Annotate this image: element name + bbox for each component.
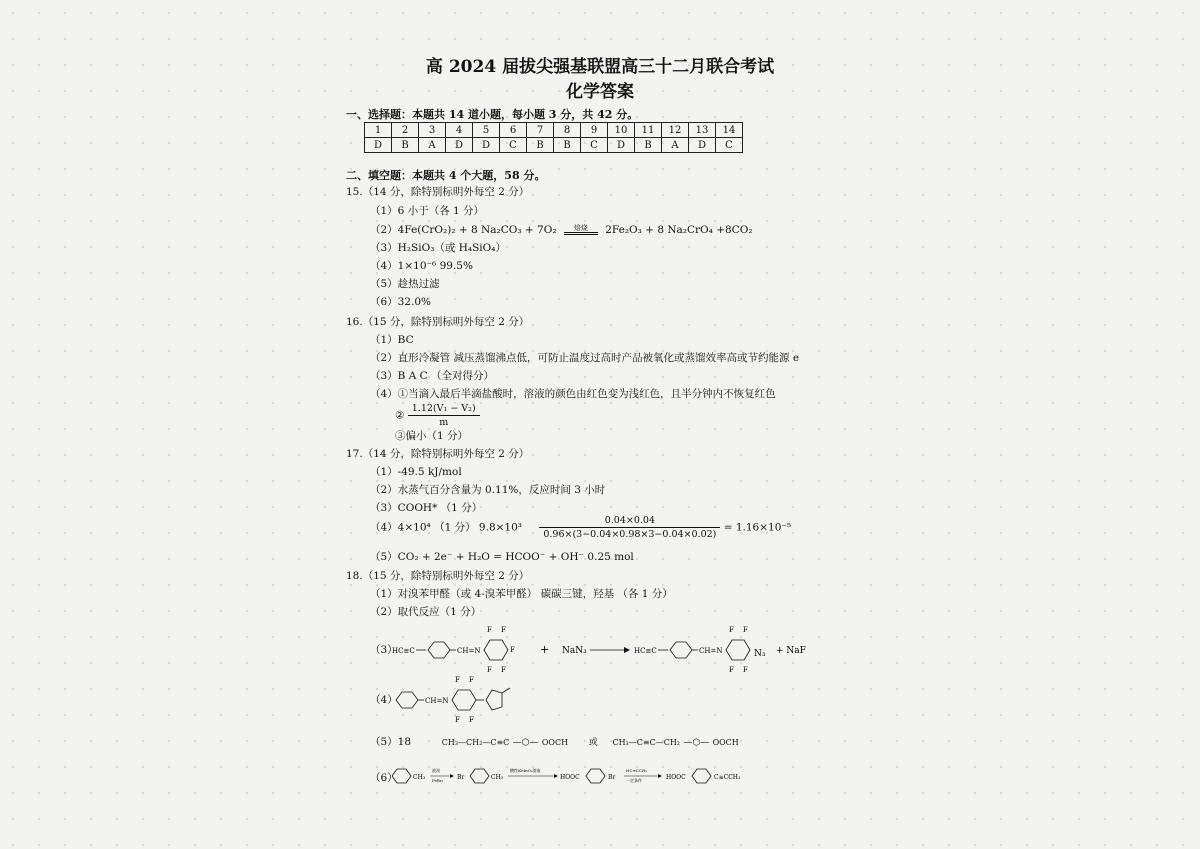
or-label: 或 (588, 738, 598, 748)
fluorine-label: F (487, 666, 492, 674)
benzene-ring-icon: —⬡— (683, 738, 710, 748)
q18-answer-3-reaction (392, 620, 832, 680)
answer-cell: D (446, 138, 473, 153)
q18-answer-1: （1）对溴苯甲醛（或 4-溴苯甲醛） 碳碳三键，羟基 （各 1 分） (370, 588, 673, 600)
fluorine-label: F (501, 666, 506, 674)
bromo-label: Br (608, 774, 616, 781)
q18-answer-4-label: （4） (370, 694, 398, 706)
isomer-1-chain: CH₃—CH₂—C≡C (441, 738, 510, 747)
q16-answer-4-2-label: ② (395, 409, 405, 422)
tetrafluoro-ring (452, 690, 476, 710)
question-number-cell: 2 (392, 123, 419, 138)
fluorine-label: F (510, 646, 515, 654)
benzene-ring (670, 642, 692, 658)
alkyne-group-label: HC≡C (392, 647, 415, 655)
answer-cell: B (554, 138, 581, 153)
benzene-ring (470, 769, 489, 783)
triazole-ring (486, 690, 502, 710)
fluorine-label: F (487, 626, 492, 634)
q16-answer-4-3: ③偏小（1 分） (395, 430, 469, 442)
reagent-label: NaN₃ (562, 646, 587, 656)
q18-answer-5-label: （5）18 (370, 736, 412, 748)
answer-cell: B (527, 138, 554, 153)
q17-answer-4-left: （4）4×10⁴ （1 分） 9.8×10³ (370, 521, 522, 534)
fluorine-label: F (455, 676, 460, 684)
fluorine-label: F (743, 666, 748, 674)
answer-cell: C (716, 138, 743, 153)
answer-cell: D (365, 138, 392, 153)
q17-answer-3: （3）COOH* （1 分） (370, 502, 483, 514)
answer-cell: D (689, 138, 716, 153)
fluorine-label: F (455, 716, 460, 724)
byproduct-label: + NaF (776, 646, 806, 656)
propynyl-label: C≡CCH₃ (714, 774, 741, 781)
fluorine-label: F (501, 626, 506, 634)
carboxyl-label: HOOC (666, 774, 686, 781)
benzene-ring-icon: —⬡— (512, 738, 539, 748)
step1-reagent: 液溴 (432, 768, 440, 773)
q17-fraction-numerator: 0.04×0.04 (539, 514, 720, 528)
imine-label: CH=N (457, 647, 481, 655)
answer-table-number-row (365, 123, 743, 138)
answer-table-answer-row (365, 138, 743, 153)
q15-equation-right: 2Fe₂O₃ + 8 Na₂CrO₄ +8CO₂ (605, 224, 753, 236)
answer-cell: D (473, 138, 500, 153)
question-number-cell: 10 (608, 123, 635, 138)
bromo-label: Br (457, 774, 465, 781)
q16-fraction (408, 402, 480, 429)
q15-equation-left: （2）4Fe(CrO₂)₂ + 8 Na₂CO₃ + 7O₂ (370, 224, 557, 236)
q17-fraction-denominator: 0.96×(3−0.04×0.98×3−0.04×0.02) (543, 529, 717, 540)
question-number-cell: 3 (419, 123, 446, 138)
q18-heading: 18.（15 分，除特别标明外每空 2 分） (346, 570, 530, 582)
q16-answer-3: （3）B A C （全对得分） (370, 370, 495, 382)
methyl-bond (502, 688, 510, 693)
q15-answer-4: （4）1×10⁻⁶ 99.5% (370, 260, 473, 272)
methyl-label: CH₃ (491, 774, 504, 781)
isomer-2-chain: CH₃—C≡C—CH₂ (612, 738, 681, 747)
page-subtitle: 化学答案 (566, 82, 634, 102)
q18-answer-3-label: （3） (370, 644, 398, 656)
q15-answer-6: （6）32.0% (370, 296, 432, 308)
benzene-ring (692, 769, 711, 783)
question-number-cell: 14 (716, 123, 743, 138)
q15-answer-3: （3）H₂SiO₃（或 H₄SiO₄） (370, 242, 506, 254)
fluorine-label: F (743, 626, 748, 634)
question-number-cell: 5 (473, 123, 500, 138)
q16-fraction-denominator: m (439, 417, 449, 428)
answer-table (364, 122, 743, 153)
q16-fraction-numerator: 1.12(V₁ − V₂) (408, 402, 480, 416)
q15-heading: 15.（14 分，除特别标明外每空 2 分） (346, 186, 530, 198)
tetrafluoro-ring (484, 640, 508, 660)
benzene-ring (396, 692, 418, 708)
q17-answer-4 (370, 514, 791, 541)
step3-condition: 一定条件 (626, 778, 642, 783)
question-number-cell: 13 (689, 123, 716, 138)
q17-heading: 17.（14 分，除特别标明外每空 2 分） (346, 448, 530, 460)
carboxyl-label: HOOC (560, 774, 580, 781)
fluorine-label: F (729, 626, 734, 634)
q17-answer-1: （1）-49.5 kJ/mol (370, 466, 462, 478)
question-number-cell: 8 (554, 123, 581, 138)
question-number-cell: 11 (635, 123, 662, 138)
question-number-cell: 6 (500, 123, 527, 138)
arrow-head (624, 647, 630, 653)
answer-cell: A (662, 138, 689, 153)
benzene-ring (428, 642, 450, 658)
azide-label: N₃ (754, 649, 766, 659)
q16-answer-1: （1）BC (370, 334, 414, 346)
fluorine-label: F (729, 666, 734, 674)
q17-answer-5: （5）CO₂ + 2e⁻ + H₂O = HCOO⁻ + OH⁻ 0.25 mol (370, 551, 634, 563)
fluorine-label: F (469, 676, 474, 684)
answer-cell: C (500, 138, 527, 153)
page-title: 高 2024 届拔尖强基联盟高三十二月联合考试 (425, 57, 775, 77)
imine-label: CH=N (699, 647, 723, 655)
step3-reagent: HC≡CCH₃ (626, 768, 648, 773)
arrow-head (658, 774, 662, 778)
q16-answer-4-2 (395, 402, 480, 429)
question-number-cell: 1 (365, 123, 392, 138)
arrow-head (554, 774, 558, 778)
imine-label: CH=N (425, 697, 449, 705)
benzene-ring (586, 769, 605, 783)
tetrafluoro-ring (726, 640, 750, 660)
q18-answer-4-structure (392, 672, 552, 730)
answer-cell: B (392, 138, 419, 153)
fluorine-label: F (469, 716, 474, 724)
step1-catalyst: FeBr₃ (432, 778, 444, 783)
benzene-ring (392, 769, 411, 783)
question-number-cell: 7 (527, 123, 554, 138)
q17-fraction (539, 514, 720, 541)
question-number-cell: 9 (581, 123, 608, 138)
answer-cell: A (419, 138, 446, 153)
arrow-head (450, 774, 454, 778)
q16-answer-4: （4）①当滴入最后半滴盐酸时，溶液的颜色由红色变为浅红色，且半分钟内不恢复红色 (370, 388, 776, 400)
q15-answer-2 (370, 224, 753, 237)
isomer-1-ester: OOCH (541, 738, 569, 747)
q17-answer-2: （2）水蒸气百分含量为 0.11%，反应时间 3 小时 (370, 484, 606, 496)
q16-heading: 16.（15 分，除特别标明外每空 2 分） (346, 316, 530, 328)
answer-cell: D (608, 138, 635, 153)
answer-cell: C (581, 138, 608, 153)
q18-answer-2: （2）取代反应（1 分） (370, 606, 482, 618)
isomer-2-ester: OOCH (712, 738, 739, 747)
q18-answer-6-route (392, 760, 792, 794)
reaction-condition: 焙烧 (573, 224, 588, 232)
section1-heading: 一、选择题：本题共 14 道小题，每小题 3 分，共 42 分。 (346, 108, 639, 121)
plus-sign: + (540, 643, 550, 656)
q18-answer-5 (370, 736, 739, 750)
question-number-cell: 4 (446, 123, 473, 138)
q15-answer-5: （5）趁热过滤 (370, 278, 440, 290)
q16-answer-2: （2）直形冷凝管 减压蒸馏沸点低，可防止温度过高时产品被氧化或蒸馏效率高或节约能源 e (370, 352, 800, 364)
q17-answer-4-result: = 1.16×10⁻⁵ (723, 521, 792, 534)
answer-cell: B (635, 138, 662, 153)
methyl-label: CH₃ (413, 774, 426, 781)
product-alkyne-label: HC≡C (634, 647, 657, 655)
q15-answer-1: （1）6 小于（各 1 分） (370, 205, 485, 217)
question-number-cell: 12 (662, 123, 689, 138)
step2-reagent: 酸性KMnO₄溶液 (510, 768, 541, 773)
section2-heading: 二、填空题：本题共 4 个大题，58 分。 (346, 169, 546, 182)
reaction-arrow (564, 225, 598, 235)
q18-answer-6-label: （6） (370, 772, 398, 784)
